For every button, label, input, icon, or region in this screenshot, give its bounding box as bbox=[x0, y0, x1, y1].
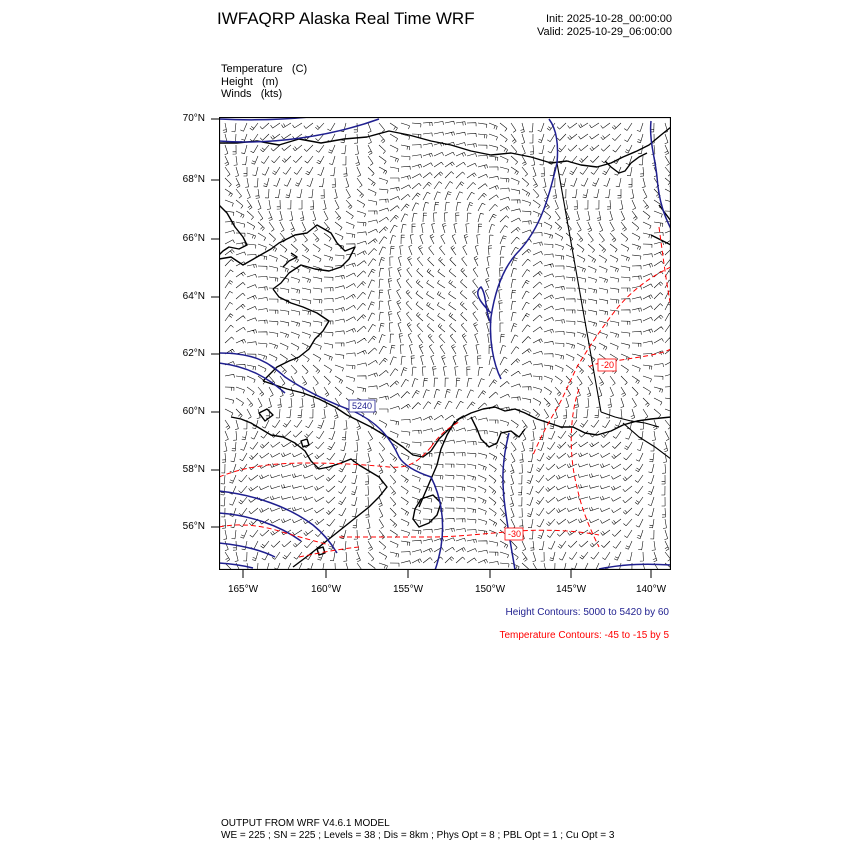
lon-label-145w: 145°W bbox=[555, 584, 587, 595]
lat-label-56: 56°N bbox=[182, 521, 205, 532]
model-footer bbox=[221, 818, 614, 841]
lon-label-150w: 150°W bbox=[474, 584, 506, 595]
lon-label-160w: 160°W bbox=[310, 584, 342, 595]
lat-label-66: 66°N bbox=[182, 233, 205, 244]
height-contour-label: 5240 bbox=[352, 401, 373, 411]
lon-label-155w: 155°W bbox=[392, 584, 424, 595]
lat-label-64: 64°N bbox=[182, 291, 205, 302]
lat-label-58: 58°N bbox=[182, 464, 205, 475]
temp-contour-label-east: -20 bbox=[601, 360, 615, 370]
init-time: Init: 2025-10-28_00:00:00 bbox=[546, 13, 672, 25]
lat-label-68: 68°N bbox=[182, 174, 205, 185]
lon-label-165w: 165°W bbox=[227, 584, 259, 595]
height-contour-note: Height Contours: 5000 to 5420 by 60 bbox=[505, 607, 669, 618]
map-title: IWFAQRP Alaska Real Time WRF bbox=[217, 9, 475, 28]
valid-time: Valid: 2025-10-29_06:00:00 bbox=[537, 26, 672, 38]
temp-contour-label-south: -30 bbox=[508, 529, 522, 539]
lat-label-60: 60°N bbox=[182, 406, 205, 417]
lat-label-70: 70°N bbox=[182, 113, 205, 124]
model-footer-line1: OUTPUT FROM WRF V4.6.1 MODEL bbox=[221, 818, 390, 829]
winds-variable: Winds (kts) bbox=[221, 88, 283, 100]
height-variable: Height (m) bbox=[221, 75, 279, 88]
lon-label-140w: 140°W bbox=[635, 584, 667, 595]
lat-label-62: 62°N bbox=[182, 348, 205, 359]
model-footer-line2: WE = 225 ; SN = 225 ; Levels = 38 ; Dis = 8km ; Phys Opt = 8 ; PBL Opt = 1 ; Cu Opt = 3 bbox=[221, 829, 615, 841]
temperature-variable: Temperature (C) bbox=[221, 63, 308, 75]
temperature-contour-note: Temperature Contours: -45 to -15 by 5 bbox=[499, 630, 669, 641]
